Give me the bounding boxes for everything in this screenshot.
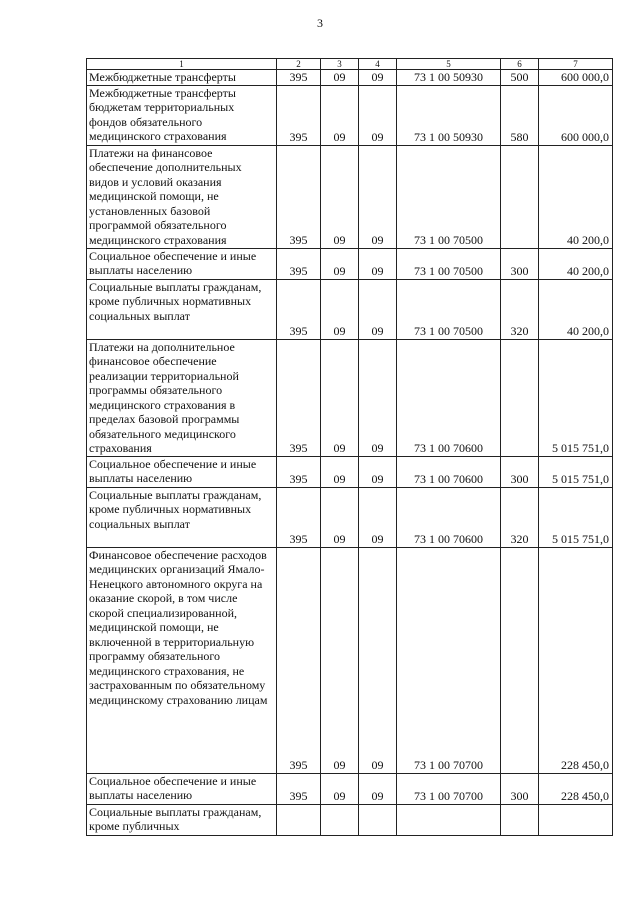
row-section-code: 09 <box>321 773 359 804</box>
row-subsection-code <box>359 804 397 835</box>
row-expense-type: 500 <box>501 70 539 86</box>
table-row <box>87 279 613 339</box>
row-expense-type <box>501 804 539 835</box>
table-row <box>87 248 613 279</box>
table-row <box>87 339 613 456</box>
row-ministry-code: 395 <box>277 339 321 456</box>
row-subsection-code: 09 <box>359 248 397 279</box>
row-subsection-code: 09 <box>359 70 397 86</box>
row-ministry-code: 395 <box>277 547 321 773</box>
row-target-article: 73 1 00 70500 <box>397 279 501 339</box>
table-row <box>87 85 613 145</box>
column-number-3: 3 <box>321 59 359 70</box>
row-name: Межбюджетные трансферты <box>87 70 277 86</box>
row-expense-type: 320 <box>501 279 539 339</box>
table-row <box>87 487 613 547</box>
row-ministry-code: 395 <box>277 70 321 86</box>
row-name: Социальное обеспечение и иные выплаты населению <box>87 456 277 487</box>
row-ministry-code: 395 <box>277 279 321 339</box>
table-row <box>87 773 613 804</box>
row-section-code: 09 <box>321 145 359 248</box>
column-number-2: 2 <box>277 59 321 70</box>
row-amount <box>539 804 613 835</box>
row-section-code: 09 <box>321 456 359 487</box>
row-ministry-code: 395 <box>277 248 321 279</box>
row-expense-type <box>501 145 539 248</box>
row-name: Социальные выплаты гражданам, кроме публичных нормативных социальных выплат <box>87 279 277 339</box>
column-number-1: 1 <box>87 59 277 70</box>
row-target-article: 73 1 00 70600 <box>397 339 501 456</box>
row-ministry-code: 395 <box>277 773 321 804</box>
row-ministry-code: 395 <box>277 85 321 145</box>
row-amount: 40 200,0 <box>539 248 613 279</box>
row-expense-type <box>501 339 539 456</box>
row-section-code: 09 <box>321 85 359 145</box>
row-name: Социальные выплаты гражданам, кроме публичных <box>87 804 277 835</box>
row-amount: 600 000,0 <box>539 85 613 145</box>
row-section-code: 09 <box>321 339 359 456</box>
row-amount: 600 000,0 <box>539 70 613 86</box>
table-row <box>87 70 613 86</box>
row-subsection-code: 09 <box>359 85 397 145</box>
row-name: Межбюджетные трансферты бюджетам территориальных фондов обязательного медицинского страхования <box>87 85 277 145</box>
row-section-code: 09 <box>321 279 359 339</box>
row-target-article: 73 1 00 70600 <box>397 456 501 487</box>
row-amount: 228 450,0 <box>539 773 613 804</box>
row-subsection-code: 09 <box>359 145 397 248</box>
row-subsection-code: 09 <box>359 487 397 547</box>
row-amount: 40 200,0 <box>539 145 613 248</box>
row-target-article: 73 1 00 50930 <box>397 85 501 145</box>
row-amount: 5 015 751,0 <box>539 339 613 456</box>
row-ministry-code: 395 <box>277 456 321 487</box>
column-number-5: 5 <box>397 59 501 70</box>
table-row <box>87 804 613 835</box>
row-section-code: 09 <box>321 547 359 773</box>
row-subsection-code: 09 <box>359 547 397 773</box>
row-amount: 40 200,0 <box>539 279 613 339</box>
row-ministry-code: 395 <box>277 145 321 248</box>
row-expense-type: 580 <box>501 85 539 145</box>
row-expense-type: 300 <box>501 773 539 804</box>
row-ministry-code: 395 <box>277 487 321 547</box>
row-expense-type: 300 <box>501 248 539 279</box>
row-amount: 228 450,0 <box>539 547 613 773</box>
row-ministry-code <box>277 804 321 835</box>
row-target-article: 73 1 00 70600 <box>397 487 501 547</box>
row-subsection-code: 09 <box>359 339 397 456</box>
row-section-code: 09 <box>321 70 359 86</box>
row-expense-type: 300 <box>501 456 539 487</box>
row-subsection-code: 09 <box>359 279 397 339</box>
column-number-4: 4 <box>359 59 397 70</box>
row-name: Платежи на финансовое обеспечение дополнительных видов и условий оказания медицинской помощи, не установленных базовой программой обязательного медицинского страхования <box>87 145 277 248</box>
row-target-article: 73 1 00 70500 <box>397 248 501 279</box>
row-name: Финансовое обеспечение расходов медицинских организаций Ямало-Ненецкого автономного округа на оказание скорой, в том числе скорой специализированной, медицинской помощи, не включенной в территориальную программу обязательного медицинского страхования, не застрахованным по обязательному медицинскому страхованию лицам <box>87 547 277 773</box>
row-expense-type: 320 <box>501 487 539 547</box>
table-row <box>87 547 613 773</box>
row-target-article <box>397 804 501 835</box>
row-amount: 5 015 751,0 <box>539 456 613 487</box>
row-section-code: 09 <box>321 487 359 547</box>
row-target-article: 73 1 00 70700 <box>397 547 501 773</box>
column-number-6: 6 <box>501 59 539 70</box>
row-section-code <box>321 804 359 835</box>
row-name: Социальные выплаты гражданам, кроме публичных нормативных социальных выплат <box>87 487 277 547</box>
row-name: Социальное обеспечение и иные выплаты населению <box>87 773 277 804</box>
row-amount: 5 015 751,0 <box>539 487 613 547</box>
row-subsection-code: 09 <box>359 773 397 804</box>
row-target-article: 73 1 00 70500 <box>397 145 501 248</box>
row-expense-type <box>501 547 539 773</box>
row-name: Социальное обеспечение и иные выплаты населению <box>87 248 277 279</box>
row-target-article: 73 1 00 50930 <box>397 70 501 86</box>
column-number-row <box>87 59 613 70</box>
page-number: 3 <box>317 16 323 30</box>
column-number-7: 7 <box>539 59 613 70</box>
budget-table <box>86 58 613 836</box>
table-row <box>87 456 613 487</box>
row-section-code: 09 <box>321 248 359 279</box>
row-subsection-code: 09 <box>359 456 397 487</box>
table-row <box>87 145 613 248</box>
row-name: Платежи на дополнительное финансовое обеспечение реализации территориальной программы обязательного медицинского страхования в пределах базовой программы обязательного медицинского страхования <box>87 339 277 456</box>
row-target-article: 73 1 00 70700 <box>397 773 501 804</box>
